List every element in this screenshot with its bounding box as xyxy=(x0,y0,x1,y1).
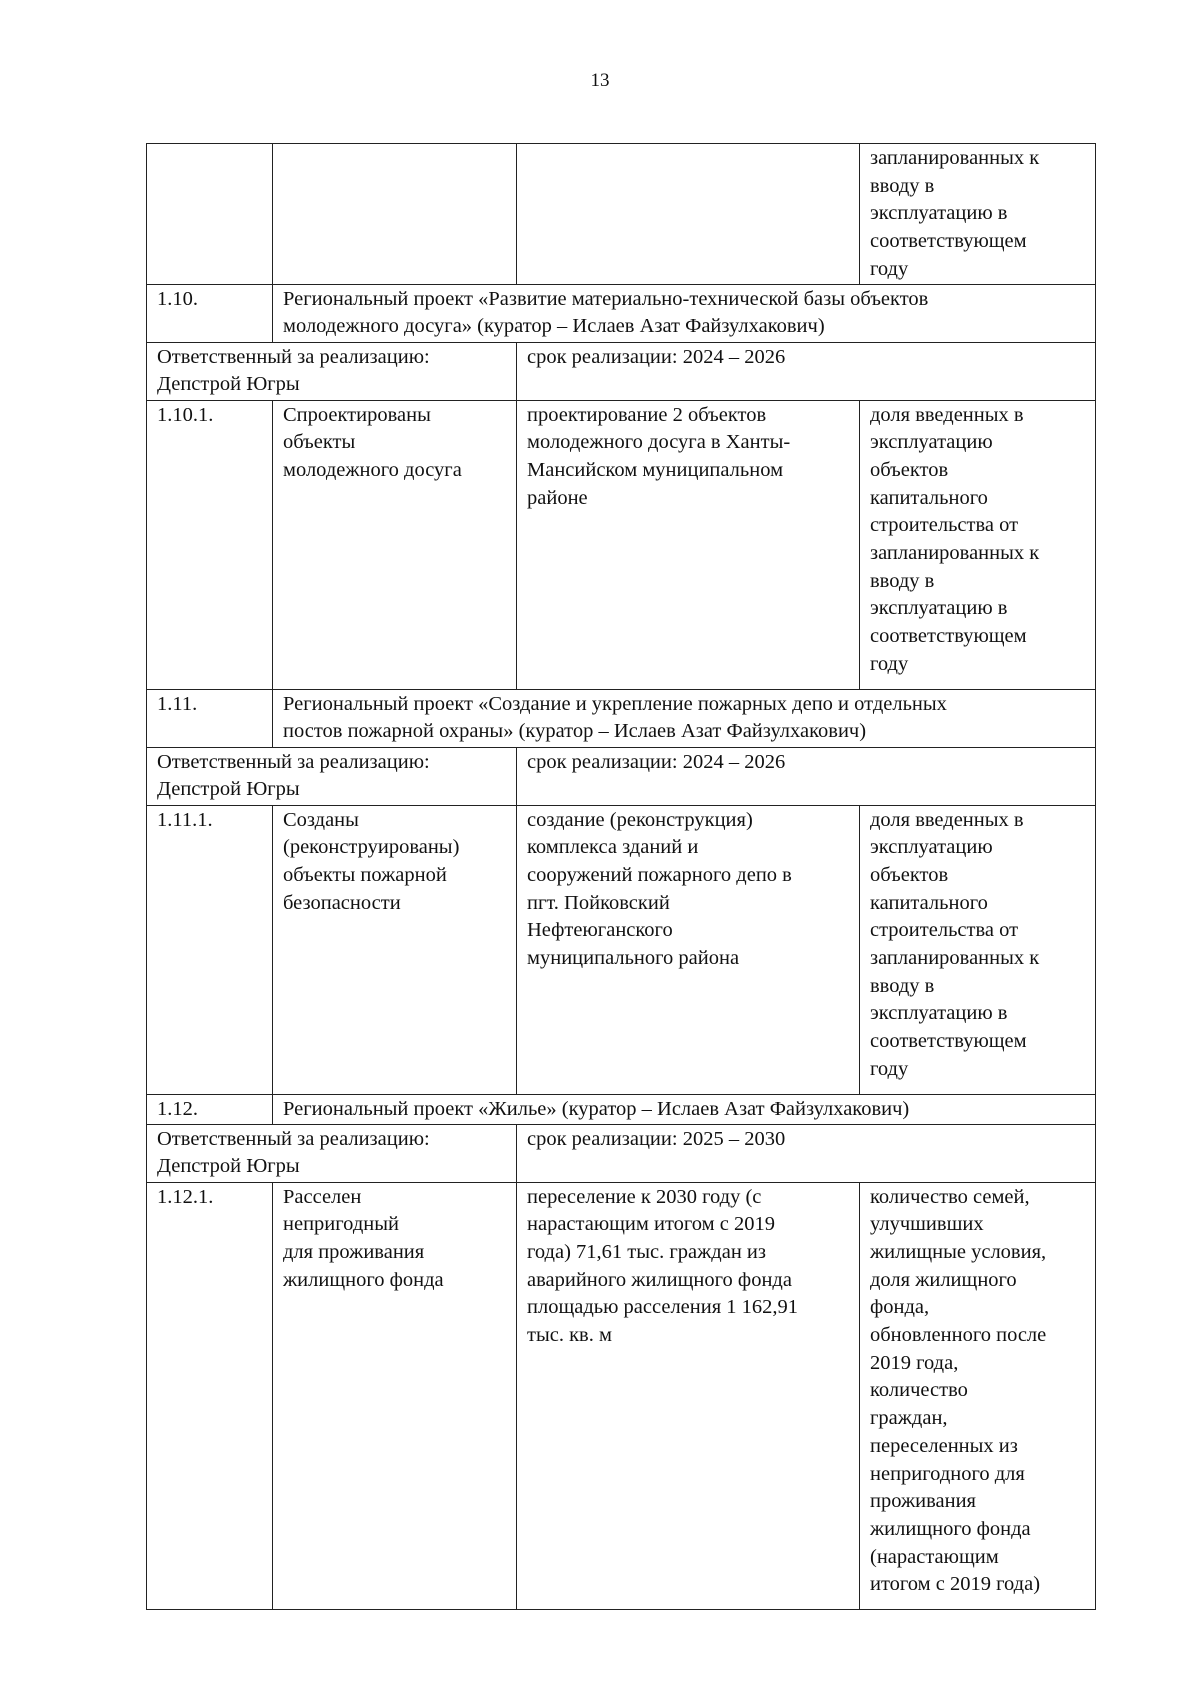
cell-task: Спроектированы объекты молодежного досуга xyxy=(273,400,517,689)
responsible-row-1-10 xyxy=(147,342,1096,400)
cell-num: 1.11.1. xyxy=(147,805,273,1094)
project-title: Региональный проект «Жилье» (куратор – Ислаев Азат Файзулхакович) xyxy=(273,1094,1096,1124)
project-title: Региональный проект «Развитие материально-технической базы объектов молодежного досуга» (куратор – Ислаев Азат Файзулхакович) xyxy=(273,284,1096,342)
term-cell: срок реализации: 2024 – 2026 xyxy=(517,747,1096,805)
project-number: 1.11. xyxy=(147,689,273,747)
project-number: 1.12. xyxy=(147,1094,273,1124)
project-row-1-11 xyxy=(147,689,1096,747)
cell-task: Созданы (реконструированы) объекты пожарной безопасности xyxy=(273,805,517,1094)
cell-indicator: запланированных к вводу в эксплуатацию в соответствующем году xyxy=(860,144,1096,285)
responsible-cell: Ответственный за реализацию: Депстрой Югры xyxy=(147,342,517,400)
cell-indicator: доля введенных в эксплуатацию объектов капитального строительства от запланированных к вводу в эксплуатацию в соответствующем году xyxy=(860,805,1096,1094)
cell-indicator: доля введенных в эксплуатацию объектов капитального строительства от запланированных к вводу в эксплуатацию в соответствующем году xyxy=(860,400,1096,689)
cell-result: проектирование 2 объектов молодежного досуга в Ханты- Мансийском муниципальном районе xyxy=(517,400,860,689)
table-row xyxy=(147,144,1096,285)
table-row xyxy=(147,400,1096,689)
project-table xyxy=(146,143,1096,1610)
cell-result: создание (реконструкция) комплекса зданий и сооружений пожарного депо в пгт. Пойковский Нефтеюганского муниципального района xyxy=(517,805,860,1094)
cell-result xyxy=(517,144,860,285)
responsible-cell: Ответственный за реализацию: Депстрой Югры xyxy=(147,1124,517,1182)
responsible-row-1-11 xyxy=(147,747,1096,805)
project-row-1-10 xyxy=(147,284,1096,342)
cell-result: переселение к 2030 году (с нарастающим итогом с 2019 года) 71,61 тыс. граждан из аварийного жилищного фонда площадью расселения 1 162,91 тыс. кв. м xyxy=(517,1182,860,1609)
table-row xyxy=(147,1182,1096,1609)
cell-num xyxy=(147,144,273,285)
table-row xyxy=(147,805,1096,1094)
cell-num: 1.10.1. xyxy=(147,400,273,689)
project-title: Региональный проект «Создание и укрепление пожарных депо и отдельных постов пожарной охраны» (куратор – Ислаев Азат Файзулхакович) xyxy=(273,689,1096,747)
page-number: 13 xyxy=(590,70,610,91)
cell-num: 1.12.1. xyxy=(147,1182,273,1609)
cell-indicator: количество семей, улучшивших жилищные условия, доля жилищного фонда, обновленного после 2019 года, количество граждан, переселенных из непригодного для проживания жилищного фонда (нарастающим итогом с 2019 года) xyxy=(860,1182,1096,1609)
responsible-row-1-12 xyxy=(147,1124,1096,1182)
cell-task xyxy=(273,144,517,285)
term-cell: срок реализации: 2024 – 2026 xyxy=(517,342,1096,400)
project-number: 1.10. xyxy=(147,284,273,342)
cell-task: Расселен непригодный для проживания жилищного фонда xyxy=(273,1182,517,1609)
term-cell: срок реализации: 2025 – 2030 xyxy=(517,1124,1096,1182)
project-row-1-12 xyxy=(147,1094,1096,1124)
responsible-cell: Ответственный за реализацию: Депстрой Югры xyxy=(147,747,517,805)
